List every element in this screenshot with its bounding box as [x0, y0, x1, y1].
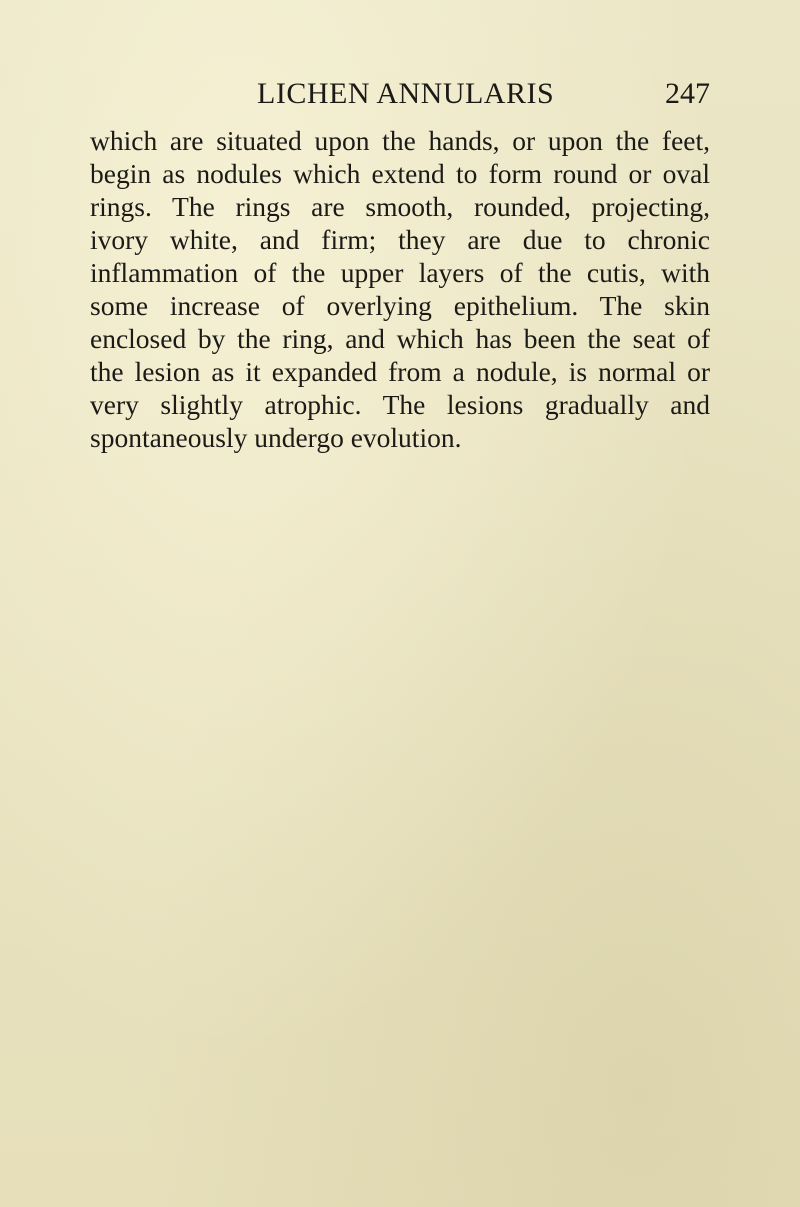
text-line: some increase of overlying epithelium. The skin — [90, 290, 710, 321]
text-line: spontaneously undergo evolution. — [90, 422, 462, 453]
text-line: begin as nodules which extend to form round or oval — [90, 158, 710, 189]
text-line: ivory white, and firm; they are due to chronic — [90, 224, 710, 255]
body-paragraph — [90, 124, 710, 454]
text-line: enclosed by the ring, and which has been the seat of — [90, 323, 710, 354]
running-title: LICHEN ANNULARIS — [257, 77, 555, 110]
text-line: which are situated upon the hands, or upon the feet, — [90, 125, 710, 156]
text-line: very slightly atrophic. The lesions gradually and — [90, 389, 710, 420]
text-line: rings. The rings are smooth, rounded, projecting, — [90, 191, 710, 222]
running-head — [90, 74, 710, 114]
text-line: inflammation of the upper layers of the cutis, with — [90, 257, 710, 288]
text-line: the lesion as it expanded from a nodule, is normal or — [90, 356, 710, 387]
page-number: 247 — [665, 77, 710, 110]
